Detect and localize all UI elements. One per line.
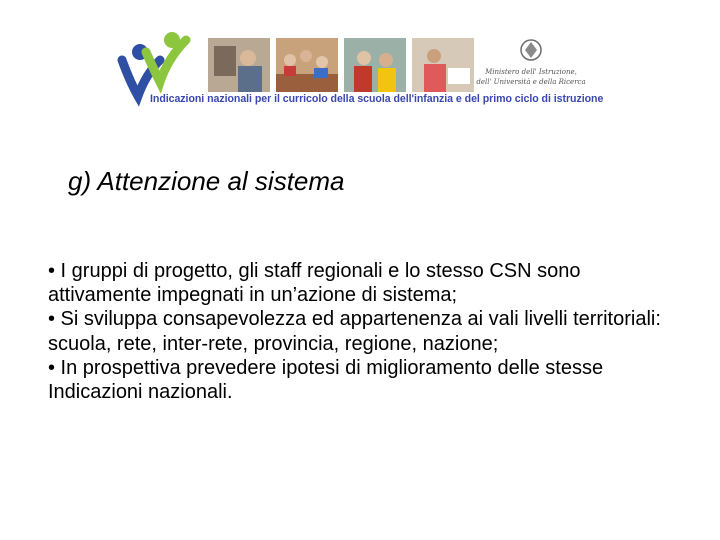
slide-title: g) Attenzione al sistema <box>68 166 345 196</box>
classroom-photo-2 <box>276 38 338 92</box>
bullet-item-2: • Si sviluppa consapevolezza ed appartenenza ai vali livelli territoriali: scuola, rete, inter-rete, provincia, regione, nazione; <box>48 308 661 355</box>
banner-caption: Indicazioni nazionali per il curricolo della scuola dell'infanzia e del primo ciclo di istruzione <box>150 93 604 105</box>
emblem-text-line1: Ministero dell' Istruzione, <box>485 68 577 76</box>
ministry-emblem <box>476 32 586 98</box>
classroom-photo-1 <box>208 38 270 92</box>
emblem-text-line2: dell' Università e della Ricerca <box>476 78 586 86</box>
classroom-photo-4 <box>412 38 474 92</box>
header-banner <box>116 24 604 114</box>
bullet-item-3: • In prospettiva prevedere ipotesi di miglioramento delle stesse Indicazioni nazionali. <box>48 356 604 404</box>
bullet-item-1: • I gruppi di progetto, gli staff regionali e lo stesso CSN sono attivamente impegnati in un’azione di sistema; <box>48 260 581 307</box>
classroom-photo-3 <box>344 38 406 92</box>
emblem-icon <box>476 32 586 98</box>
indicazioni-logo-icon <box>116 30 188 100</box>
bullet-list <box>48 259 688 404</box>
